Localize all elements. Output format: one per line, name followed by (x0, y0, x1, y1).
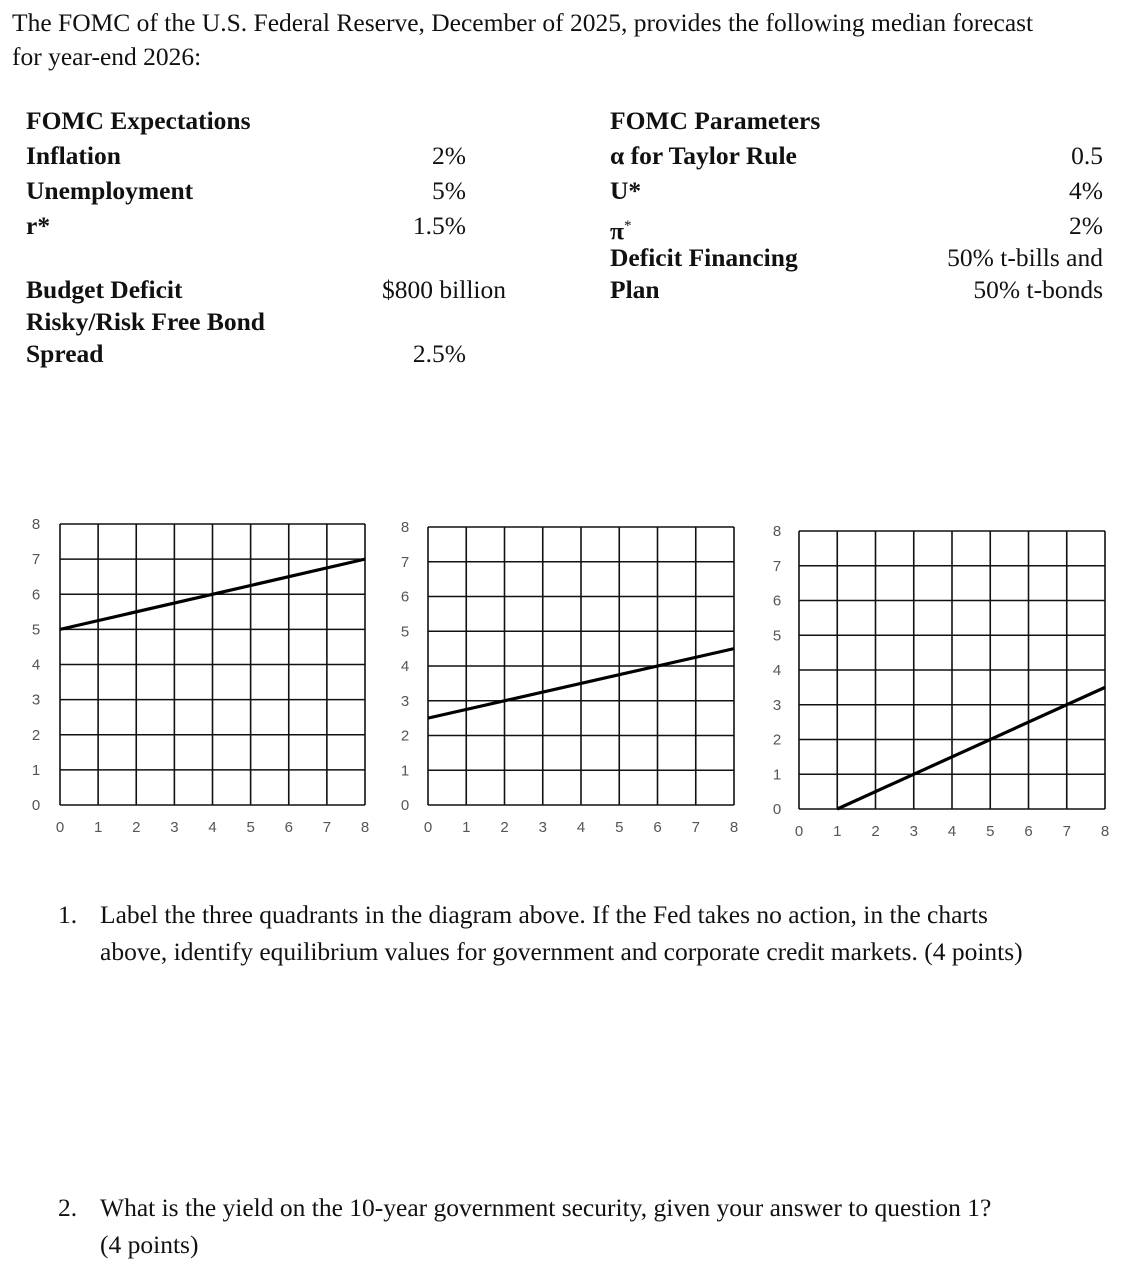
pi-star-superscript: * (623, 218, 632, 234)
alpha-value: 0.5 (1071, 141, 1103, 170)
inflation-value: 2% (432, 141, 466, 170)
y-tick-label: 3 (400, 692, 410, 710)
x-tick-label: 1 (93, 819, 103, 836)
u-star-value: 4% (1069, 176, 1103, 205)
x-tick-label: 7 (691, 819, 700, 836)
unemployment-value: 5% (432, 176, 466, 205)
x-tick-label: 6 (653, 819, 662, 836)
x-tick-label: 6 (1024, 823, 1033, 840)
question-2-number: 2. (58, 1193, 78, 1222)
intro-line-2: for year-end 2026: (12, 42, 202, 71)
y-tick-label: 7 (772, 557, 782, 575)
chart-right (773, 523, 1109, 840)
y-tick-label: 3 (772, 696, 782, 714)
x-tick-label: 4 (576, 819, 586, 836)
deficit-financing-label-line-2: Plan (610, 275, 660, 304)
x-tick-label: 1 (833, 823, 842, 840)
x-tick-label: 8 (729, 819, 739, 836)
x-tick-label: 2 (500, 819, 509, 836)
y-tick-label: 8 (400, 519, 410, 536)
x-tick-label: 8 (1100, 823, 1110, 840)
y-tick-label: 2 (772, 731, 782, 749)
x-tick-label: 5 (246, 819, 255, 836)
x-tick-label: 7 (1062, 823, 1071, 840)
y-tick-label: 8 (31, 516, 41, 533)
x-tick-label: 3 (538, 819, 547, 836)
y-tick-label: 5 (31, 621, 41, 639)
spread-value: 2.5% (412, 339, 466, 368)
budget-deficit-value: $800 billion (382, 275, 506, 304)
x-tick-label: 4 (947, 823, 957, 840)
y-tick-label: 6 (31, 586, 41, 604)
x-tick-label: 4 (208, 819, 217, 836)
x-tick-label: 3 (170, 819, 179, 836)
x-tick-label: 8 (360, 819, 370, 836)
expectations-heading: FOMC Expectations (26, 106, 251, 135)
y-tick-label: 6 (772, 592, 782, 610)
y-tick-label: 7 (31, 551, 41, 569)
y-tick-label: 8 (772, 523, 782, 540)
x-tick-label: 2 (132, 819, 141, 836)
pi-symbol: π (610, 216, 624, 246)
y-tick-label: 0 (772, 801, 782, 818)
spread-label-line-2: Spread (26, 339, 104, 368)
deficit-financing-value-line-2: 50% t-bonds (973, 275, 1103, 304)
spread-label-line-1: Risky/Risk Free Bond (26, 307, 265, 336)
y-tick-label: 4 (400, 658, 410, 675)
y-tick-label: 3 (31, 691, 41, 709)
x-tick-label: 7 (322, 819, 332, 836)
y-tick-label: 5 (772, 627, 782, 645)
r-star-value: 1.5% (412, 211, 466, 240)
y-tick-label: 6 (400, 588, 410, 606)
x-tick-label: 5 (615, 819, 624, 836)
series-line (837, 687, 1105, 809)
parameters-heading: FOMC Parameters (610, 106, 821, 135)
inflation-label: Inflation (26, 141, 121, 170)
intro-line-1: The FOMC of the U.S. Federal Reserve, December of 2025, provides the following median forecast (12, 8, 1034, 37)
unemployment-label: Unemployment (26, 176, 194, 205)
u-star-label: U* (610, 176, 642, 205)
pi-star-value: 2% (1069, 211, 1103, 240)
alpha-label: α for Taylor Rule (610, 141, 797, 170)
y-tick-label: 2 (31, 726, 41, 744)
question-1-line-1: Label the three quadrants in the diagram above. If the Fed takes no action, in the charts (100, 900, 988, 929)
y-tick-label: 7 (400, 553, 410, 571)
y-tick-label: 0 (31, 797, 41, 814)
x-tick-label: 2 (871, 823, 880, 840)
x-tick-label: 6 (284, 819, 293, 836)
budget-deficit-label: Budget Deficit (26, 275, 183, 304)
question-1-number: 1. (58, 900, 78, 929)
r-star-label: r* (26, 211, 51, 240)
y-tick-label: 1 (31, 761, 41, 779)
x-tick-label: 3 (909, 823, 918, 840)
question-1-line-2: above, identify equilibrium values for government and corporate credit markets. (4 points) (100, 937, 1023, 966)
x-tick-label: 5 (986, 823, 995, 840)
deficit-financing-value-line-1: 50% t-bills and (947, 243, 1103, 272)
y-tick-label: 4 (772, 662, 782, 679)
y-tick-label: 2 (400, 727, 410, 745)
y-tick-label: 1 (772, 766, 782, 784)
chart-middle (401, 519, 738, 836)
y-tick-label: 4 (31, 656, 41, 674)
question-2-line-2: (4 points) (100, 1230, 199, 1259)
y-tick-label: 0 (400, 797, 410, 814)
y-tick-label: 5 (400, 623, 410, 641)
chart-left (32, 516, 369, 836)
y-tick-label: 1 (400, 762, 410, 780)
question-2-line-1: What is the yield on the 10-year government security, given your answer to question 1? (100, 1193, 992, 1222)
deficit-financing-label-line-1: Deficit Financing (610, 243, 798, 272)
quadrant-charts (0, 500, 1144, 860)
x-tick-label: 0 (423, 819, 433, 836)
x-tick-label: 1 (462, 819, 471, 836)
x-tick-label: 0 (794, 823, 804, 840)
x-tick-label: 0 (55, 819, 65, 836)
